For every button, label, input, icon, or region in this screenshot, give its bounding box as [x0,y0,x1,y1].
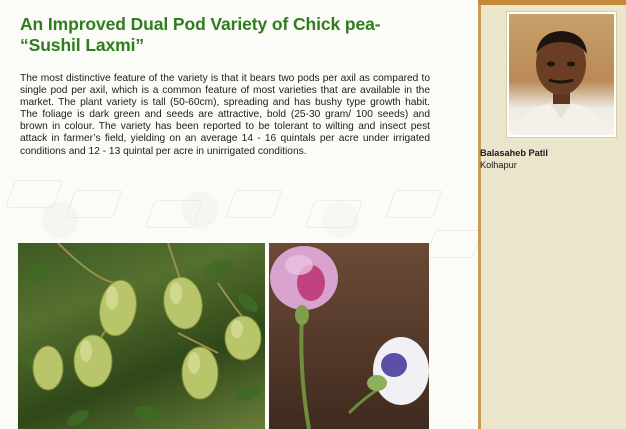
background-hex [305,200,363,228]
author-name: Balasaheb Patil [480,148,548,158]
background-hex [65,190,123,218]
background-hex [425,230,478,258]
sidebar-top-strip [478,0,626,5]
article-body: The most distinctive feature of the variety is that it bears two pods per axil as compared to single pod per axil, which is a common feature of most varieties that are available in the market. The plant variety is tall (50-60cm), spreading and has bushy type growth habit. The foliage is dark green and seeds are attractive, bold (25-30 gram/ 100 seeds) and brown in colour. The variety has been reported to be tolerant to wilting and insect pest attack in farmer’s field, yielding on an average 14 - 16 quintals per acre under irrigated conditions and 12 - 13 quintal per acre in unirrigated conditions. [20,73,430,157]
author-photo [507,12,616,137]
background-hex [145,200,203,228]
chickpea-pods-illustration [18,243,265,429]
background-hex [225,190,283,218]
article-title-line1: An Improved Dual Pod Variety of Chick pea- [20,14,381,34]
background-hex [385,190,443,218]
author-place: Kolhapur [480,160,517,170]
chickpea-pods-photo [18,243,265,429]
article-title [20,14,380,56]
chickpea-flower-illustration [269,243,429,429]
author-portrait-illustration [509,14,614,135]
background-hex [5,180,63,208]
sidebar-edge [478,0,481,429]
article-title-line2: “Sushil Laxmi” [20,35,145,55]
chickpea-flower-photo [269,243,429,429]
